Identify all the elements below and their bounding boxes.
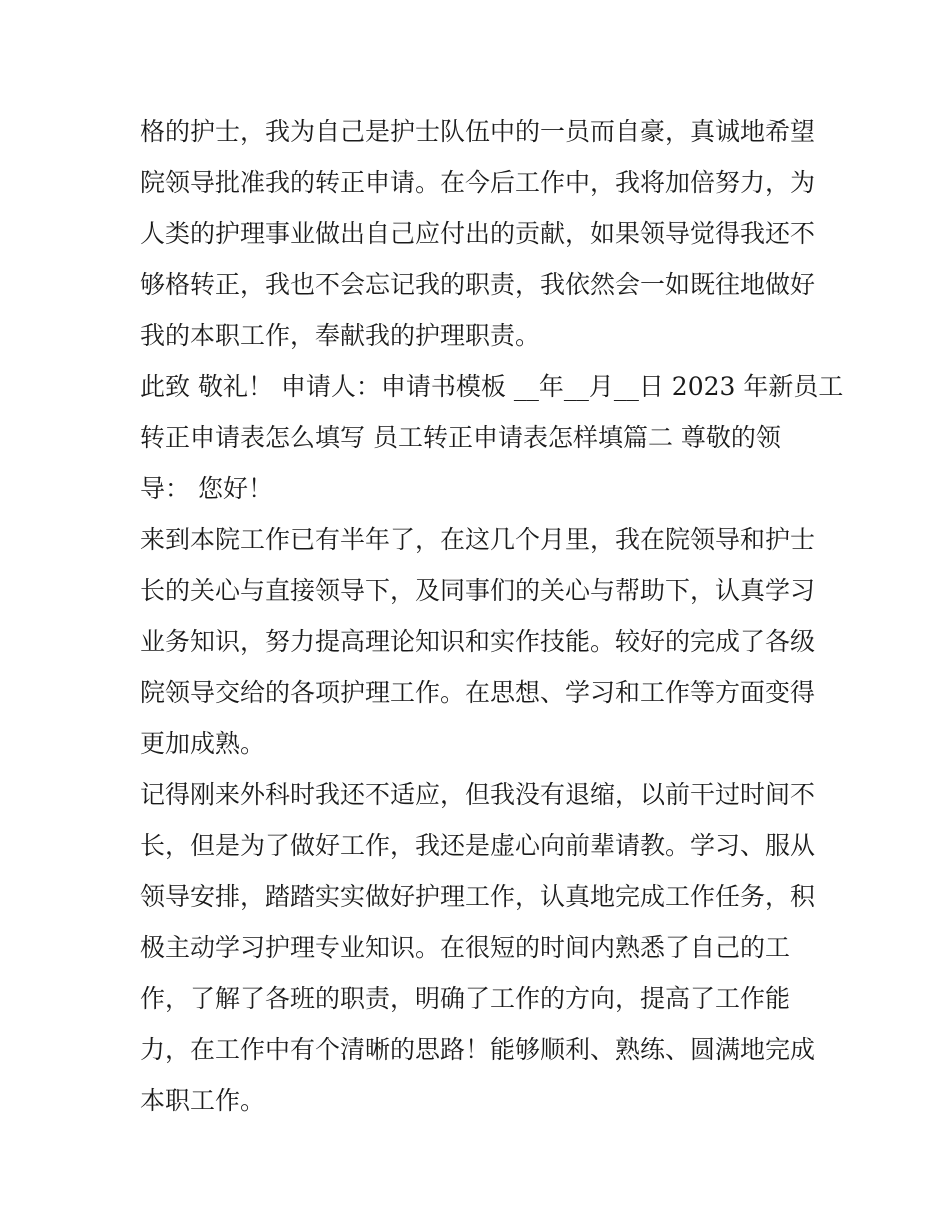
text-line: 转正申请表怎么填写 员工转正申请表怎样填篇二 尊敬的领 [140, 423, 781, 452]
paragraph-conclusion [140, 106, 820, 361]
text-line: 长，但是为了做好工作，我还是虚心向前辈请教。学习、服从 [140, 831, 816, 860]
text-line: 极主动学习护理专业知识。在很短的时间内熟悉了自己的工 [140, 933, 791, 962]
text-line: 人类的护理事业做出自己应付出的贡献，如果领导觉得我还不 [140, 219, 816, 248]
text-line: 更加成熟。 [140, 729, 266, 758]
text-line: 导： 您好！ [140, 474, 273, 503]
text-line: 院领导交给的各项护理工作。在思想、学习和工作等方面变得 [140, 678, 816, 707]
text-line: 力，在工作中有个清晰的思路！能够顺利、熟练、圆满地完成 [140, 1035, 816, 1064]
text-line: 来到本院工作已有半年了，在这几个月里，我在院领导和护士 [140, 525, 816, 554]
text-line: 我的本职工作，奉献我的护理职责。 [140, 321, 541, 350]
text-line: 领导安排，踏踏实实做好护理工作，认真地完成工作任务，积 [140, 882, 816, 911]
text-line: 业务知识，努力提高理论知识和实作技能。较好的完成了各级 [140, 627, 816, 656]
paragraph-closing-and-heading [140, 361, 844, 514]
text-line: 院领导批准我的转正申请。在今后工作中，我将加倍努力，为 [140, 168, 816, 197]
text-line: 长的关心与直接领导下，及同事们的关心与帮助下，认真学习 [140, 576, 816, 605]
document-body [140, 106, 844, 1126]
text-line: 此致 敬礼！ 申请人：申请书模板 __年__月__日 2023 年新员工 [140, 372, 844, 401]
text-line: 记得刚来外科时我还不适应，但我没有退缩，以前干过时间不 [140, 780, 816, 809]
text-line: 够格转正，我也不会忘记我的职责，我依然会一如既往地做好 [140, 270, 816, 299]
text-line: 作，了解了各班的职责，明确了工作的方向，提高了工作能 [140, 984, 791, 1013]
paragraph-experience [140, 769, 820, 1126]
text-line: 本职工作。 [140, 1086, 266, 1115]
paragraph-work-summary [140, 514, 820, 769]
text-line: 格的护士，我为自己是护士队伍中的一员而自豪，真诚地希望 [140, 117, 816, 146]
